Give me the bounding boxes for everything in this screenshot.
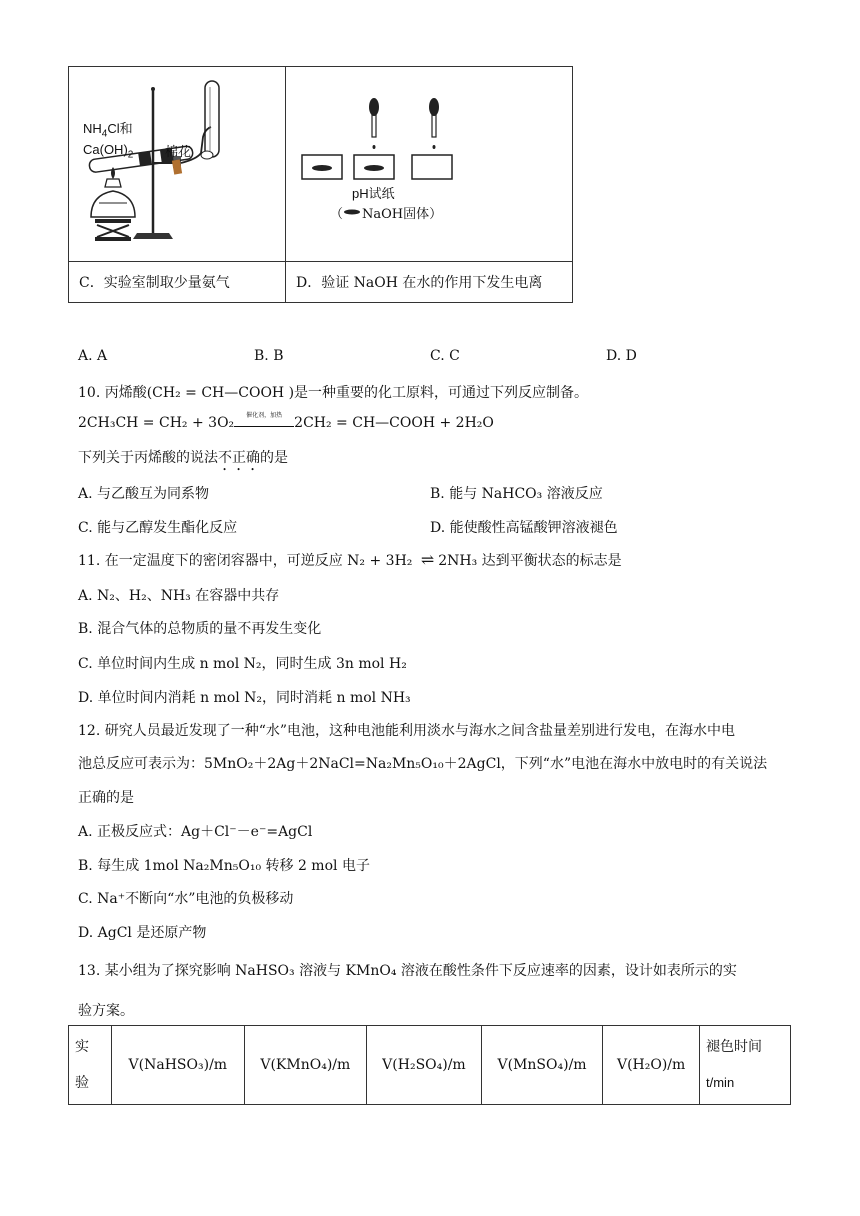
q12-line2: 池总反应可表示为：5MnO₂＋2Ag＋2NaCl=Na₂Mn₅O₁₀＋2AgCl，下列“水”电池在海水中放电时的有关说法 xyxy=(78,756,768,772)
header-h2o: V(H₂O)/m xyxy=(603,1026,700,1105)
caption-c: C．实验室制取少量氨气 xyxy=(69,262,286,303)
q11-option-b: B. 混合气体的总物质的量不再发生变化 xyxy=(78,621,322,637)
reagent-label-sub: 4 xyxy=(101,128,108,140)
experiment-table xyxy=(68,1025,791,1105)
reagent-label-part2: Cl和 xyxy=(107,121,133,136)
q11-stem xyxy=(78,550,622,570)
q12-line3: 正确的是 xyxy=(78,790,134,806)
cell-d-image xyxy=(286,67,573,262)
header-fade-time-line1: 褪色时间 xyxy=(706,1039,762,1055)
q11-option-d: D. 单位时间内消耗 n mol N₂，同时消耗 n mol NH₃ xyxy=(78,690,411,706)
equation-condition: 催化剂，加热 xyxy=(246,412,283,419)
q9-option-a: A. A xyxy=(78,348,108,364)
q10-ask-end: 的是 xyxy=(260,450,288,466)
header-kmno4: V(KMnO₄)/m xyxy=(244,1026,366,1105)
header-h2so4: V(H₂SO₄)/m xyxy=(367,1026,482,1105)
reagent-label xyxy=(83,121,133,162)
reagent-label-part: NH xyxy=(83,121,102,136)
q12-option-d: D. AgCl 是还原产物 xyxy=(78,925,207,941)
q11-stem-part: 11. 在一定温度下的密闭容器中，可逆反应 N₂ + 3H₂ xyxy=(78,553,413,569)
ph-paper-legend-open: （ xyxy=(330,207,344,222)
cell-c-image xyxy=(69,67,286,262)
dropper-icon xyxy=(429,98,439,149)
q10-emphasis: 不正确 xyxy=(218,450,260,466)
q12-option-a: A. 正极反应式：Ag＋Cl⁻－e⁻=AgCl xyxy=(78,824,313,840)
q13-line2: 验方案。 xyxy=(78,1003,134,1019)
q10-stem: 10. 丙烯酸(CH₂ = CH—COOH )是一种重要的化工原料，可通过下列反应制备。 xyxy=(78,385,589,401)
header-nahso3: V(NaHSO₃)/m xyxy=(112,1026,245,1105)
ph-paper-label: pH试纸 xyxy=(352,186,395,201)
header-experiment xyxy=(69,1026,112,1105)
q11-option-c: C. 单位时间内生成 n mol N₂，同时生成 3n mol H₂ xyxy=(78,656,407,672)
naoh-solid-label: NaOH固体） xyxy=(362,207,443,222)
header-fade-time-line2: t/min xyxy=(706,1075,735,1090)
header-mnso4: V(MnSO₄)/m xyxy=(481,1026,602,1105)
q10-ask xyxy=(78,447,288,474)
q10-option-a: A. 与乙酸互为同系物 xyxy=(78,486,210,502)
table-header-row xyxy=(69,1026,791,1105)
ph-paper-drawing xyxy=(286,67,572,257)
equation-right: 2CH₂ = CH—COOH + 2H₂O xyxy=(294,415,494,431)
q10-option-c: C. 能与乙醇发生酯化反应 xyxy=(78,520,238,536)
q11-option-a: A. N₂、H₂、NH₃ 在容器中共存 xyxy=(78,588,280,604)
header-fade-time xyxy=(700,1026,791,1105)
reagent-label-sub2: 2 xyxy=(127,149,134,161)
q10-option-d: D. 能使酸性高锰酸钾溶液褪色 xyxy=(430,520,618,536)
q10-option-b: B. 能与 NaHCO₃ 溶液反应 xyxy=(430,486,603,502)
q9-option-b: B. B xyxy=(254,348,284,364)
header-experiment-line2: 验 xyxy=(75,1075,89,1091)
header-experiment-line1: 实 xyxy=(75,1039,89,1055)
q10-ask-part: 下列关于丙烯酸的说法 xyxy=(78,450,218,466)
cotton-label: 棉花 xyxy=(165,145,192,160)
q12-line1: 12. 研究人员最近发现了一种“水”电池，这种电池能利用淡水与海水之间含盐量差别进行发电，在海水中电 xyxy=(78,723,736,739)
dropper-icon xyxy=(369,98,379,149)
reagent-label-part3: Ca(OH) xyxy=(83,141,128,157)
q12-option-b: B. 每生成 1mol Na₂Mn₅O₁₀ 转移 2 mol 电子 xyxy=(78,858,370,874)
q13-line1: 13. 某小组为了探究影响 NaHSO₃ 溶液与 KMnO₄ 溶液在酸性条件下反应速率的因素，设计如表所示的实 xyxy=(78,963,737,979)
apparatus-table xyxy=(68,66,573,303)
q12-option-c: C. Na⁺不断向“水”电池的负极移动 xyxy=(78,891,294,907)
q9-option-d: D. D xyxy=(606,348,637,364)
equilibrium-arrow-icon: ⇌ xyxy=(420,550,435,569)
q11-stem-end: 2NH₃ 达到平衡状态的标志是 xyxy=(438,553,622,569)
q9-option-c: C. C xyxy=(430,348,460,364)
caption-d: D．验证 NaOH 在水的作用下发生电离 xyxy=(286,262,573,303)
equation-arrow xyxy=(234,412,294,427)
q10-equation xyxy=(78,412,494,431)
equation-left: 2CH₃CH = CH₂ + 3O₂ xyxy=(78,415,235,431)
